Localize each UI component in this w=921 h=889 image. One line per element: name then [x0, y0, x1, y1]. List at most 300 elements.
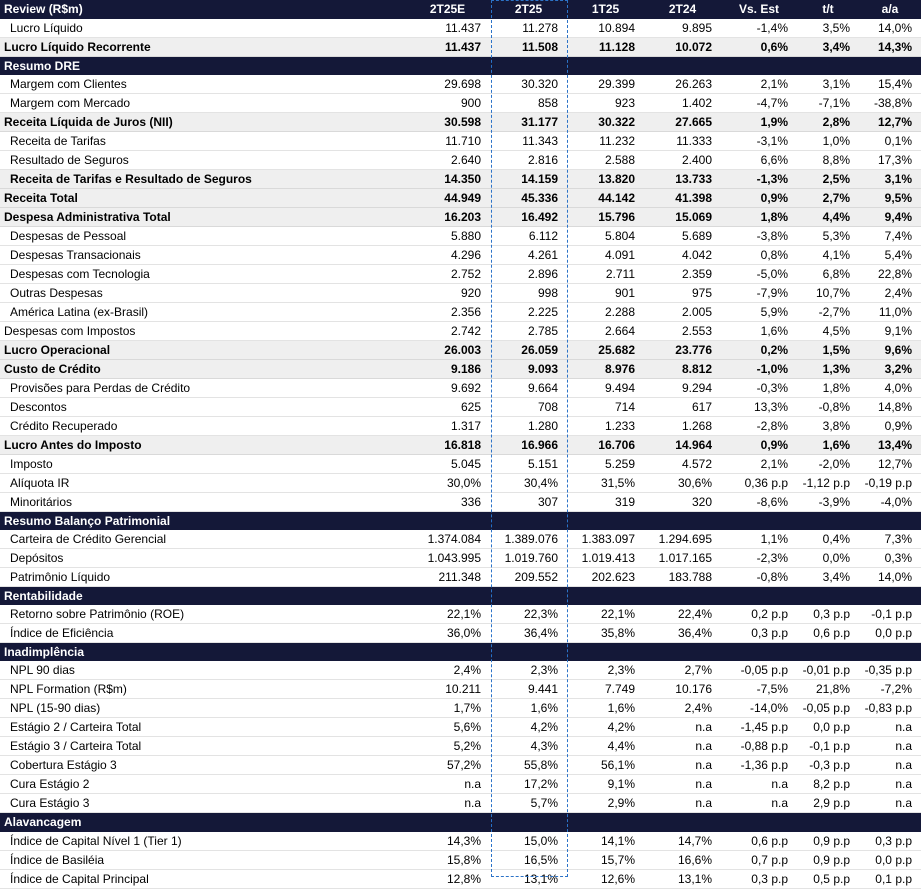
value-2t24: 1.402 — [644, 93, 721, 112]
value-aa: n.a — [859, 794, 921, 813]
value-2t25e: 57,2% — [405, 756, 490, 775]
value-tt: 4,5% — [797, 321, 859, 340]
value-1t25: 15.796 — [567, 207, 644, 226]
section-header-row — [0, 587, 921, 606]
value-2t24: n.a — [644, 718, 721, 737]
table-row — [0, 378, 921, 397]
table-row — [0, 264, 921, 283]
value-2t25e: 4.296 — [405, 245, 490, 264]
header-cell-vs-est: Vs. Est — [721, 0, 797, 19]
value-vs-est: 0,36 p.p — [721, 473, 797, 492]
value-vs-est: -2,8% — [721, 416, 797, 435]
value-tt: 4,1% — [797, 245, 859, 264]
value-1t25: 7.749 — [567, 680, 644, 699]
value-2t25e: 625 — [405, 397, 490, 416]
value-vs-est: -4,7% — [721, 93, 797, 112]
table-row — [0, 869, 921, 888]
value-vs-est: n.a — [721, 775, 797, 794]
value-2t25: 14.159 — [490, 169, 567, 188]
value-1t25: 11.232 — [567, 131, 644, 150]
value-2t25e: 1.374.084 — [405, 530, 490, 549]
row-label: NPL (15-90 dias) — [0, 699, 405, 718]
value-vs-est: -14,0% — [721, 699, 797, 718]
value-2t25: 209.552 — [490, 568, 567, 587]
value-2t25: 30.320 — [490, 75, 567, 94]
value-2t25: 1,6% — [490, 699, 567, 718]
value-2t25: 2.816 — [490, 150, 567, 169]
row-label: Imposto — [0, 454, 405, 473]
value-tt: 0,4% — [797, 530, 859, 549]
value-2t25e: 14,3% — [405, 832, 490, 851]
value-aa: 12,7% — [859, 454, 921, 473]
value-tt: -3,9% — [797, 492, 859, 511]
value-tt: -1,12 p.p — [797, 473, 859, 492]
value-2t24: 975 — [644, 283, 721, 302]
value-tt: 1,0% — [797, 131, 859, 150]
table-row — [0, 416, 921, 435]
row-label: Resultado de Seguros — [0, 150, 405, 169]
value-tt: 2,9 p.p — [797, 794, 859, 813]
value-2t25e: 2.752 — [405, 264, 490, 283]
section-header-row — [0, 813, 921, 832]
row-label: Margem com Clientes — [0, 75, 405, 94]
header-cell-2t25: 2T25 — [490, 0, 567, 19]
value-2t25e: 29.698 — [405, 75, 490, 94]
row-label: Minoritários — [0, 492, 405, 511]
value-2t24: 26.263 — [644, 75, 721, 94]
value-1t25: 4.091 — [567, 245, 644, 264]
value-tt: 0,6 p.p — [797, 624, 859, 643]
value-2t25e: 5.880 — [405, 226, 490, 245]
value-vs-est: 1,1% — [721, 530, 797, 549]
value-2t24: 183.788 — [644, 568, 721, 587]
value-2t25e: 5.045 — [405, 454, 490, 473]
value-1t25: 56,1% — [567, 756, 644, 775]
value-tt: 2,8% — [797, 112, 859, 131]
value-aa: n.a — [859, 718, 921, 737]
value-1t25: 35,8% — [567, 624, 644, 643]
value-2t25: 858 — [490, 93, 567, 112]
row-label: Receita de Tarifas e Resultado de Seguros — [0, 169, 405, 188]
total-row — [0, 359, 921, 378]
value-1t25: 4,4% — [567, 737, 644, 756]
value-1t25: 10.894 — [567, 19, 644, 38]
value-2t25e: 16.818 — [405, 435, 490, 454]
value-aa: 2,4% — [859, 283, 921, 302]
value-2t24: 320 — [644, 492, 721, 511]
value-2t25e: 15,8% — [405, 850, 490, 869]
value-aa: 0,3 p.p — [859, 832, 921, 851]
row-label: Índice de Capital Nível 1 (Tier 1) — [0, 832, 405, 851]
value-2t25: 22,3% — [490, 605, 567, 624]
value-1t25: 2.664 — [567, 321, 644, 340]
value-tt: 21,8% — [797, 680, 859, 699]
value-2t24: 4.572 — [644, 454, 721, 473]
value-vs-est: -0,8% — [721, 568, 797, 587]
value-tt: -2,0% — [797, 454, 859, 473]
value-aa: 9,1% — [859, 321, 921, 340]
value-2t25e: 2.640 — [405, 150, 490, 169]
value-2t25e: 5,6% — [405, 718, 490, 737]
value-tt: -0,3 p.p — [797, 756, 859, 775]
value-2t25: 9.093 — [490, 359, 567, 378]
value-aa: 11,0% — [859, 302, 921, 321]
header-cell-2t24: 2T24 — [644, 0, 721, 19]
table-row — [0, 283, 921, 302]
value-2t25: 4,3% — [490, 737, 567, 756]
value-aa: 0,3% — [859, 549, 921, 568]
table-row — [0, 775, 921, 794]
value-tt: 8,8% — [797, 150, 859, 169]
value-aa: 5,4% — [859, 245, 921, 264]
value-aa: 7,3% — [859, 530, 921, 549]
value-2t25: 31.177 — [490, 112, 567, 131]
value-vs-est: -5,0% — [721, 264, 797, 283]
value-tt: 2,7% — [797, 188, 859, 207]
value-1t25: 11.128 — [567, 37, 644, 56]
value-tt: -0,01 p.p — [797, 661, 859, 680]
value-tt: 6,8% — [797, 264, 859, 283]
value-aa: 3,1% — [859, 169, 921, 188]
value-tt: 0,0% — [797, 549, 859, 568]
value-1t25: 2.588 — [567, 150, 644, 169]
total-row — [0, 340, 921, 359]
table-row — [0, 549, 921, 568]
value-vs-est: 0,3 p.p — [721, 624, 797, 643]
value-aa: 4,0% — [859, 378, 921, 397]
table-row — [0, 605, 921, 624]
value-2t25: 5.151 — [490, 454, 567, 473]
value-aa: 14,3% — [859, 37, 921, 56]
table-row — [0, 226, 921, 245]
value-vs-est: 6,6% — [721, 150, 797, 169]
value-vs-est: -1,3% — [721, 169, 797, 188]
value-tt: -0,1 p.p — [797, 737, 859, 756]
value-aa: 22,8% — [859, 264, 921, 283]
value-aa: 0,0 p.p — [859, 850, 921, 869]
value-2t25: 1.389.076 — [490, 530, 567, 549]
value-2t24: 9.895 — [644, 19, 721, 38]
value-tt: 0,0 p.p — [797, 718, 859, 737]
value-vs-est: -8,6% — [721, 492, 797, 511]
value-1t25: 901 — [567, 283, 644, 302]
value-2t25: 4,2% — [490, 718, 567, 737]
value-1t25: 44.142 — [567, 188, 644, 207]
value-1t25: 202.623 — [567, 568, 644, 587]
total-row — [0, 188, 921, 207]
value-aa: 0,9% — [859, 416, 921, 435]
value-2t25: 2,3% — [490, 661, 567, 680]
row-label: Receita de Tarifas — [0, 131, 405, 150]
value-vs-est: -0,88 p.p — [721, 737, 797, 756]
value-2t25e: 5,2% — [405, 737, 490, 756]
value-2t24: 2.359 — [644, 264, 721, 283]
value-vs-est: -0,3% — [721, 378, 797, 397]
value-2t25: 2.785 — [490, 321, 567, 340]
value-tt: 0,3 p.p — [797, 605, 859, 624]
total-row — [0, 37, 921, 56]
value-2t25e: 30,0% — [405, 473, 490, 492]
table-row — [0, 850, 921, 869]
value-2t25e: 2.742 — [405, 321, 490, 340]
value-vs-est: 13,3% — [721, 397, 797, 416]
table-body — [0, 19, 921, 889]
value-tt: 3,1% — [797, 75, 859, 94]
value-aa: 9,5% — [859, 188, 921, 207]
row-label: Alíquota IR — [0, 473, 405, 492]
value-2t25: 5,7% — [490, 794, 567, 813]
value-2t25: 26.059 — [490, 340, 567, 359]
table-row — [0, 75, 921, 94]
row-label: Custo de Crédito — [0, 359, 405, 378]
value-2t24: 2,4% — [644, 699, 721, 718]
value-2t25: 16.492 — [490, 207, 567, 226]
value-vs-est: 1,8% — [721, 207, 797, 226]
value-2t24: 8.812 — [644, 359, 721, 378]
value-1t25: 9.494 — [567, 378, 644, 397]
value-vs-est: 0,9% — [721, 188, 797, 207]
value-1t25: 25.682 — [567, 340, 644, 359]
value-aa: -0,19 p.p — [859, 473, 921, 492]
value-vs-est: -1,36 p.p — [721, 756, 797, 775]
value-2t25: 6.112 — [490, 226, 567, 245]
value-tt: -7,1% — [797, 93, 859, 112]
value-2t24: n.a — [644, 794, 721, 813]
value-vs-est: -1,45 p.p — [721, 718, 797, 737]
value-2t25e: 36,0% — [405, 624, 490, 643]
value-2t25e: 2,4% — [405, 661, 490, 680]
value-vs-est: 0,3 p.p — [721, 869, 797, 888]
value-tt: 10,7% — [797, 283, 859, 302]
value-vs-est: 1,6% — [721, 321, 797, 340]
value-2t24: 13,1% — [644, 869, 721, 888]
value-tt: 0,9 p.p — [797, 850, 859, 869]
value-tt: 2,5% — [797, 169, 859, 188]
value-tt: 1,8% — [797, 378, 859, 397]
value-2t24: 22,4% — [644, 605, 721, 624]
value-2t24: 1.017.165 — [644, 549, 721, 568]
row-label: Índice de Capital Principal — [0, 869, 405, 888]
value-aa: 0,1% — [859, 131, 921, 150]
value-2t25e: 2.356 — [405, 302, 490, 321]
value-1t25: 13.820 — [567, 169, 644, 188]
value-aa: 9,6% — [859, 340, 921, 359]
header-cell-label: Review (R$m) — [0, 0, 405, 19]
row-label: Carteira de Crédito Gerencial — [0, 530, 405, 549]
value-2t25: 1.280 — [490, 416, 567, 435]
value-1t25: 12,6% — [567, 869, 644, 888]
value-2t24: 617 — [644, 397, 721, 416]
value-2t25e: 11.437 — [405, 37, 490, 56]
value-vs-est: 2,1% — [721, 75, 797, 94]
value-aa: -0,83 p.p — [859, 699, 921, 718]
value-vs-est: 0,7 p.p — [721, 850, 797, 869]
value-2t25: 45.336 — [490, 188, 567, 207]
row-label: Descontos — [0, 397, 405, 416]
value-2t25: 2.896 — [490, 264, 567, 283]
row-label: Índice de Basiléia — [0, 850, 405, 869]
value-2t25: 15,0% — [490, 832, 567, 851]
table-row — [0, 680, 921, 699]
value-vs-est: -3,1% — [721, 131, 797, 150]
total-row — [0, 112, 921, 131]
value-vs-est: -1,0% — [721, 359, 797, 378]
value-2t25e: 900 — [405, 93, 490, 112]
value-2t25: 4.261 — [490, 245, 567, 264]
value-2t25e: 44.949 — [405, 188, 490, 207]
value-aa: n.a — [859, 775, 921, 794]
value-vs-est: -3,8% — [721, 226, 797, 245]
value-tt: 8,2 p.p — [797, 775, 859, 794]
value-1t25: 923 — [567, 93, 644, 112]
value-2t24: 2.400 — [644, 150, 721, 169]
value-vs-est: 1,9% — [721, 112, 797, 131]
value-2t25e: 336 — [405, 492, 490, 511]
row-label: Despesas Transacionais — [0, 245, 405, 264]
section-title: Resumo DRE — [0, 56, 921, 75]
value-2t24: n.a — [644, 756, 721, 775]
value-aa: 17,3% — [859, 150, 921, 169]
value-2t25: 11.508 — [490, 37, 567, 56]
row-label: Despesas de Pessoal — [0, 226, 405, 245]
value-2t24: 30,6% — [644, 473, 721, 492]
row-label: Despesas com Impostos — [0, 321, 405, 340]
header-cell-2t25e: 2T25E — [405, 0, 490, 19]
value-1t25: 29.399 — [567, 75, 644, 94]
value-tt: 0,9 p.p — [797, 832, 859, 851]
table-header — [0, 0, 921, 19]
row-label: Lucro Operacional — [0, 340, 405, 359]
value-tt: 0,5 p.p — [797, 869, 859, 888]
value-vs-est: -2,3% — [721, 549, 797, 568]
value-2t24: 10.072 — [644, 37, 721, 56]
value-tt: 3,8% — [797, 416, 859, 435]
value-2t24: n.a — [644, 737, 721, 756]
header-cell-aa: a/a — [859, 0, 921, 19]
value-1t25: 2,3% — [567, 661, 644, 680]
value-2t25: 1.019.760 — [490, 549, 567, 568]
row-label: Retorno sobre Patrimônio (ROE) — [0, 605, 405, 624]
value-aa: 9,4% — [859, 207, 921, 226]
value-aa: -38,8% — [859, 93, 921, 112]
value-tt: -2,7% — [797, 302, 859, 321]
value-2t25: 11.278 — [490, 19, 567, 38]
value-tt: 4,4% — [797, 207, 859, 226]
header-cell-tt: t/t — [797, 0, 859, 19]
value-2t25e: 920 — [405, 283, 490, 302]
row-label: Cobertura Estágio 3 — [0, 756, 405, 775]
value-2t25: 16,5% — [490, 850, 567, 869]
value-2t25e: 16.203 — [405, 207, 490, 226]
header-row — [0, 0, 921, 19]
table-row — [0, 19, 921, 38]
table-row — [0, 661, 921, 680]
value-2t24: 2.553 — [644, 321, 721, 340]
table-row — [0, 321, 921, 340]
value-2t25e: 1.317 — [405, 416, 490, 435]
table-row — [0, 245, 921, 264]
value-2t24: 23.776 — [644, 340, 721, 359]
table-row — [0, 93, 921, 112]
value-aa: -7,2% — [859, 680, 921, 699]
table-row — [0, 492, 921, 511]
table-row — [0, 699, 921, 718]
section-title: Inadimplência — [0, 643, 921, 662]
value-tt: 1,6% — [797, 435, 859, 454]
value-aa: -0,35 p.p — [859, 661, 921, 680]
value-2t25e: 211.348 — [405, 568, 490, 587]
value-2t25e: n.a — [405, 775, 490, 794]
value-aa: 7,4% — [859, 226, 921, 245]
table-row — [0, 397, 921, 416]
table-row — [0, 718, 921, 737]
value-tt: -0,8% — [797, 397, 859, 416]
header-cell-1t25: 1T25 — [567, 0, 644, 19]
value-2t25: 16.966 — [490, 435, 567, 454]
value-1t25: 2,9% — [567, 794, 644, 813]
value-2t24: 41.398 — [644, 188, 721, 207]
value-2t25: 9.664 — [490, 378, 567, 397]
value-1t25: 1.233 — [567, 416, 644, 435]
total-row — [0, 435, 921, 454]
value-2t24: 1.294.695 — [644, 530, 721, 549]
value-vs-est: 0,9% — [721, 435, 797, 454]
value-1t25: 31,5% — [567, 473, 644, 492]
value-2t25e: 22,1% — [405, 605, 490, 624]
row-label: Cura Estágio 3 — [0, 794, 405, 813]
row-label: Receita Total — [0, 188, 405, 207]
value-aa: n.a — [859, 737, 921, 756]
table-row — [0, 794, 921, 813]
row-label: Cura Estágio 2 — [0, 775, 405, 794]
section-title: Resumo Balanço Patrimonial — [0, 511, 921, 530]
value-2t24: 4.042 — [644, 245, 721, 264]
row-label: Lucro Líquido — [0, 19, 405, 38]
value-1t25: 16.706 — [567, 435, 644, 454]
value-1t25: 30.322 — [567, 112, 644, 131]
value-vs-est: 2,1% — [721, 454, 797, 473]
value-1t25: 5.259 — [567, 454, 644, 473]
value-2t25: 11.343 — [490, 131, 567, 150]
value-2t25e: 10.211 — [405, 680, 490, 699]
value-1t25: 2.711 — [567, 264, 644, 283]
value-vs-est: -7,9% — [721, 283, 797, 302]
value-1t25: 319 — [567, 492, 644, 511]
row-label: Depósitos — [0, 549, 405, 568]
table-row — [0, 568, 921, 587]
row-label: Receita Líquida de Juros (NII) — [0, 112, 405, 131]
section-title: Rentabilidade — [0, 587, 921, 606]
row-label: Estágio 2 / Carteira Total — [0, 718, 405, 737]
table-row — [0, 756, 921, 775]
value-vs-est: -0,05 p.p — [721, 661, 797, 680]
value-aa: 15,4% — [859, 75, 921, 94]
value-1t25: 8.976 — [567, 359, 644, 378]
table-row — [0, 302, 921, 321]
value-2t25: 9.441 — [490, 680, 567, 699]
value-2t25e: 9.186 — [405, 359, 490, 378]
value-2t25: 55,8% — [490, 756, 567, 775]
value-2t24: 2.005 — [644, 302, 721, 321]
value-1t25: 1.019.413 — [567, 549, 644, 568]
value-vs-est: n.a — [721, 794, 797, 813]
value-1t25: 5.804 — [567, 226, 644, 245]
value-2t24: 15.069 — [644, 207, 721, 226]
value-tt: 3,4% — [797, 37, 859, 56]
value-2t24: 2,7% — [644, 661, 721, 680]
value-2t25: 708 — [490, 397, 567, 416]
value-aa: 14,8% — [859, 397, 921, 416]
